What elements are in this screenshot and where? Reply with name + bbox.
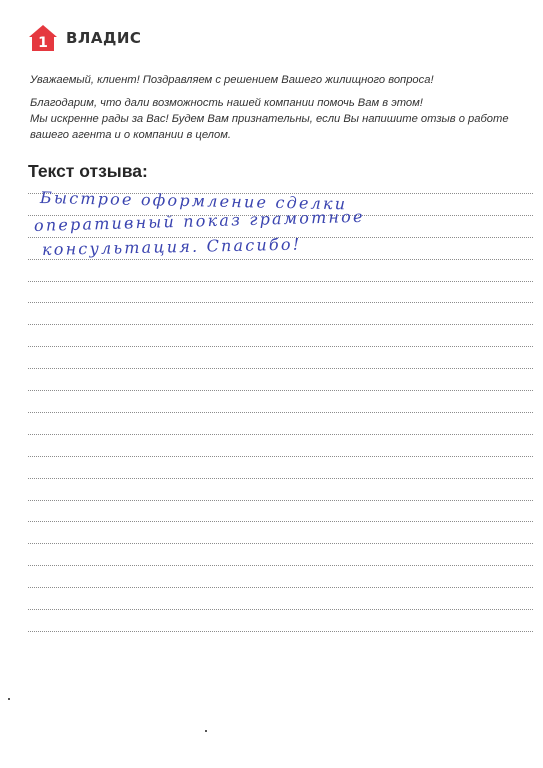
writing-rule-line — [28, 456, 533, 457]
writing-rule-line — [28, 412, 533, 413]
brand-logo — [28, 24, 141, 52]
writing-rule-line — [28, 521, 533, 522]
greeting-text: Уважаемый, клиент! Поздравляем с решением Вашего жилищного вопроса! — [30, 74, 434, 86]
thanks-line-3: вашего агента и о компании в целом. — [30, 129, 231, 141]
writing-rule-line — [28, 434, 533, 435]
brand-name: ВЛАДИС — [66, 29, 142, 47]
thanks-line-2: Мы искренне рады за Вас! Будем Вам признательны, если Вы напишите отзыв о работе — [30, 113, 509, 125]
writing-rule-line — [28, 390, 533, 391]
writing-rule-line — [28, 215, 533, 216]
handwritten-line-1: Быстрое оформление сделки — [39, 188, 348, 214]
thanks-paragraph — [30, 95, 520, 143]
writing-rule-line — [28, 609, 533, 610]
writing-rule-line — [28, 324, 533, 325]
scan-speck — [8, 698, 10, 700]
writing-rule-line — [28, 543, 533, 544]
review-section-title: Текст отзыва: — [28, 161, 148, 181]
writing-rule-line — [28, 500, 533, 501]
writing-rule-line — [28, 565, 533, 566]
writing-rule-line — [28, 281, 533, 282]
writing-rule-line — [28, 478, 533, 479]
thanks-line-1: Благодарим, что дали возможность нашей компании помочь Вам в этом! — [30, 97, 423, 109]
house-key-icon — [28, 24, 58, 52]
writing-rule-line — [28, 587, 533, 588]
handwritten-line-2: оперативный показ грамотное — [33, 206, 365, 235]
logo-badge-number: 1 — [38, 35, 48, 51]
writing-rule-line — [28, 259, 533, 260]
writing-rule-line — [28, 631, 533, 632]
writing-rule-line — [28, 302, 533, 303]
scan-speck — [205, 730, 207, 732]
writing-rule-line — [28, 368, 533, 369]
handwritten-line-3: консультация. Спасибо! — [41, 234, 302, 259]
writing-rule-line — [28, 193, 533, 194]
writing-rule-line — [28, 346, 533, 347]
writing-rule-line — [28, 237, 533, 238]
